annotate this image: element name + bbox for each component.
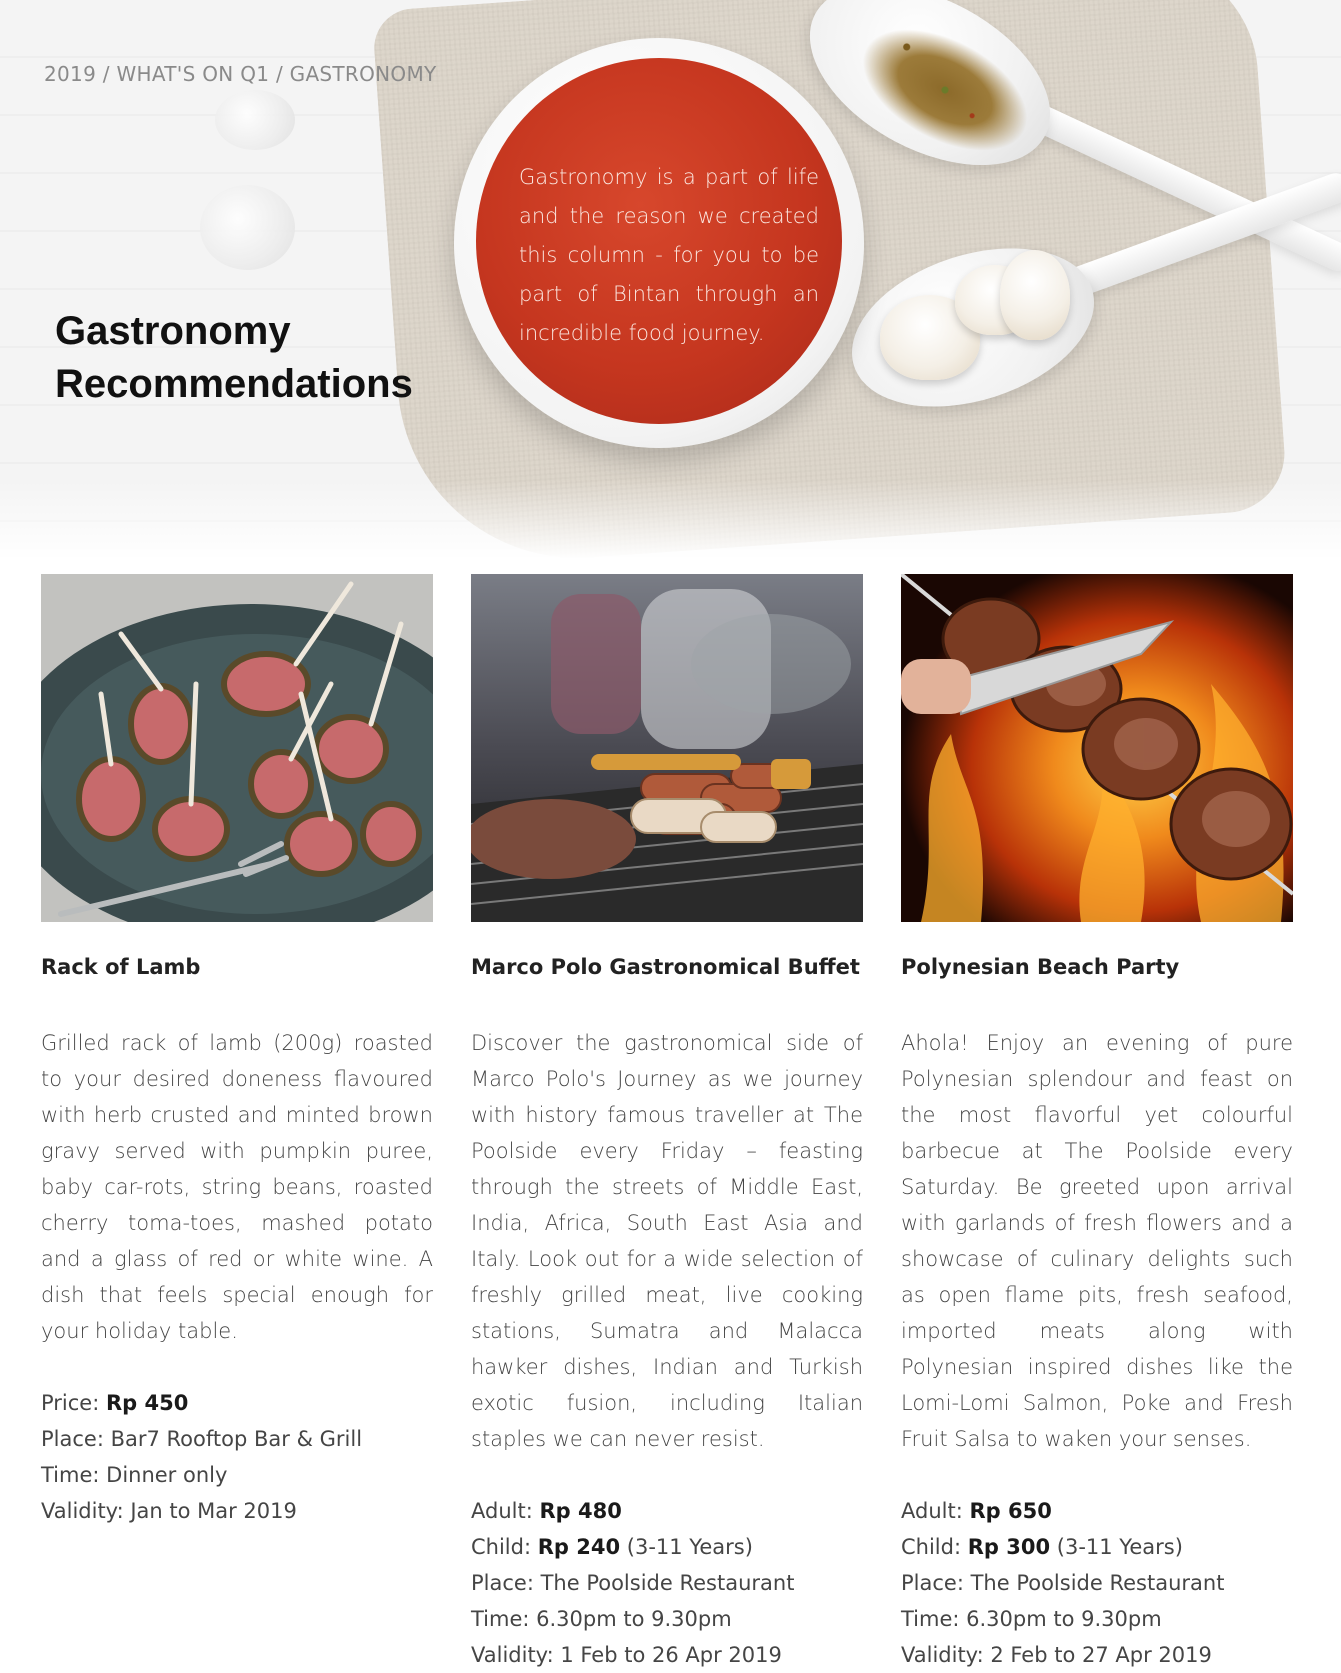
item-description: Grilled rack of lamb (200g) roasted to your desired doneness flavoured with herb crusted and minted brown gravy served with pumpkin puree, baby car-rots, string beans, roasted cherry toma-toes, mashed potato and a glass of red or white wine. A dish that feels special enough for your holiday table.: [41, 1031, 433, 1343]
child-price: Rp 300: [967, 1535, 1051, 1559]
intro-text: Gastronomy is a part of life and the reason we created this column - for you to be part of Bintan through an incredible food journey.: [519, 165, 819, 345]
child-price: Rp 240: [537, 1535, 621, 1559]
child-price-line: [901, 1529, 1293, 1565]
barbecue-grill-photo: [471, 574, 863, 922]
item-description: Discover the gastronomical side of Marco Polo's Journey as we journey with history famous traveller at The Poolside every Friday – feasting through the streets of Middle East, India, Africa, South East Asia and Italy. Look out for a wide selection of freshly grilled meat, live cooking stations, Sumatra and Malacca hawker dishes, Indian and Turkish exotic fusion, including Italian staples we can never resist.: [471, 1031, 863, 1451]
adult-label: Adult:: [471, 1499, 533, 1523]
place-line: Place: The Poolside Restaurant: [471, 1571, 795, 1595]
item-details: [41, 1385, 433, 1529]
child-age-note: (3-11 Years): [626, 1535, 753, 1559]
item-title: Polynesian Beach Party: [901, 955, 1180, 979]
item-title: Marco Polo Gastronomical Buffet: [471, 955, 860, 979]
validity-line: Validity: 1 Feb to 26 Apr 2019: [471, 1643, 782, 1667]
adult-price-line: [901, 1493, 1293, 1529]
item-description: Ahola! Enjoy an evening of pure Polynesian splendour and feast on the most flavorful yet colourful barbecue at The Poolside every Saturday. Be greeted upon arrival with garlands of fresh flowers and a showcase of culinary delights such as open flame pits, fresh seafood, imported meats along with Polynesian inspired dishes like the Lomi-Lomi Salmon, Poke and Fresh Fruit Salsa to waken your senses.: [901, 1031, 1293, 1451]
item-details: [471, 1493, 863, 1673]
recommendation-card: [41, 574, 433, 1529]
time-line: Time: Dinner only: [41, 1463, 228, 1487]
adult-price-line: [471, 1493, 863, 1529]
breadcrumb: 2019 / WHAT'S ON Q1 / GASTRONOMY: [44, 62, 437, 86]
price-line: [41, 1385, 433, 1421]
garlic-skin-decoration: [215, 90, 295, 150]
skewered-meat-over-fire-photo: [901, 574, 1293, 922]
time-line: Time: 6.30pm to 9.30pm: [471, 1607, 732, 1631]
page-title-line1: Gastronomy: [55, 309, 291, 353]
rack-of-lamb-photo: [41, 574, 433, 922]
child-price-line: [471, 1529, 863, 1565]
child-label: Child:: [471, 1535, 532, 1559]
adult-price: Rp 650: [969, 1499, 1052, 1523]
child-age-note: (3-11 Years): [1056, 1535, 1183, 1559]
price-value: Rp 450: [106, 1391, 189, 1415]
page-title: [55, 305, 413, 411]
page-title-line2: Recommendations: [55, 362, 413, 406]
recommendation-card: [901, 574, 1293, 1673]
time-line: Time: 6.30pm to 9.30pm: [901, 1607, 1162, 1631]
item-title: Rack of Lamb: [41, 955, 201, 979]
child-label: Child:: [901, 1535, 962, 1559]
place-line: Place: Bar7 Rooftop Bar & Grill: [41, 1427, 363, 1451]
adult-label: Adult:: [901, 1499, 963, 1523]
recommendation-card: [471, 574, 863, 1673]
item-details: [901, 1493, 1293, 1673]
price-label: Price:: [41, 1391, 100, 1415]
adult-price: Rp 480: [539, 1499, 622, 1523]
validity-line: Validity: Jan to Mar 2019: [41, 1499, 297, 1523]
validity-line: Validity: 2 Feb to 27 Apr 2019: [901, 1643, 1212, 1667]
place-line: Place: The Poolside Restaurant: [901, 1571, 1225, 1595]
garlic-skin-decoration: [200, 185, 295, 270]
garlic-clove: [1000, 250, 1070, 340]
